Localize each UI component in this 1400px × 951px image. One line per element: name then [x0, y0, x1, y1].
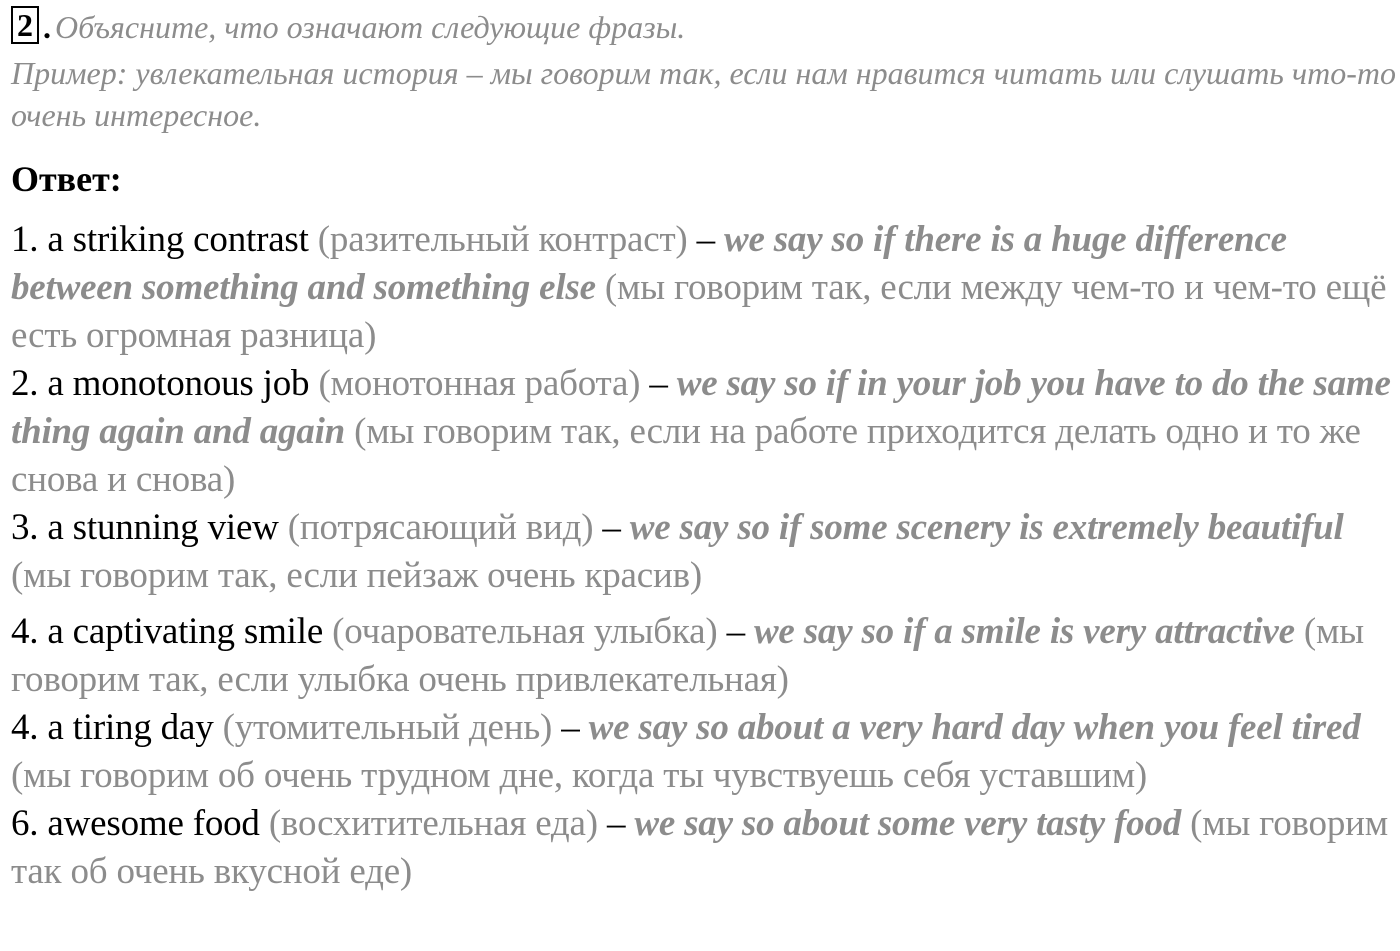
- answer-definition: we say so if some scenery is extremely beautiful: [629, 507, 1344, 548]
- answer-dash: –: [726, 611, 745, 652]
- answer-dash: –: [561, 707, 580, 748]
- task-example: Пример: увлекательная история – мы говорим так, если нам нравится читать или слушать что-то очень интересное.: [11, 55, 1396, 133]
- answer-item: [11, 360, 1400, 504]
- answer-definition: we say so about a very hard day when you feel tired: [588, 707, 1361, 748]
- answer-definition: we say so about some very tasty food: [634, 803, 1182, 844]
- answer-translation: (разительный контраст): [317, 219, 688, 260]
- answer-phrase: 6. awesome food: [11, 803, 260, 844]
- answer-phrase: 4. a tiring day: [11, 707, 214, 748]
- answer-definition-translation: (мы говорим об очень трудном дне, когда ты чувствуешь себя уставшим): [11, 755, 1148, 796]
- answer-item: [11, 704, 1400, 800]
- answer-definition-translation: (мы говорим так, если между чем-то и чем-то ещё есть огромная разница): [11, 267, 1387, 356]
- task-number-box: [11, 6, 39, 44]
- answer-dash: –: [606, 803, 626, 844]
- answer-translation: (очаровательная улыбка): [332, 611, 718, 652]
- answer-phrase: 4. a captivating smile: [11, 611, 324, 652]
- answer-dash: –: [602, 507, 621, 548]
- answer-phrase: 1. a striking contrast: [11, 219, 309, 260]
- answer-definition: we say so if a smile is very attractive: [753, 611, 1295, 652]
- answer-item: [11, 216, 1400, 360]
- answer-translation: (монотонная работа): [318, 363, 641, 404]
- answer-item: [11, 608, 1400, 704]
- task-instruction: Объясните, что означают следующие фразы.: [55, 9, 686, 45]
- answer-definition-translation: (мы говорим так, если улыбка очень привлекательная): [11, 611, 1364, 700]
- answer-translation: (утомительный день): [222, 707, 553, 748]
- answer-item: [11, 504, 1400, 600]
- answer-list: [11, 216, 1400, 896]
- task-number: 2: [17, 7, 33, 43]
- answer-phrase: 3. a stunning view: [11, 507, 279, 548]
- answer-dash: –: [649, 363, 668, 404]
- task-number-dot: .: [43, 9, 51, 45]
- answer-item: [11, 800, 1400, 896]
- answer-heading: Ответ:: [11, 159, 122, 199]
- task-header: [11, 6, 1396, 48]
- answer-definition-translation: (мы говорим так об очень вкусной еде): [11, 803, 1388, 892]
- answer-definition: we say so if there is a huge difference between something and something else: [11, 219, 1287, 308]
- answer-definition-translation: (мы говорим так, если пейзаж очень красив): [11, 555, 702, 596]
- answer-translation: (восхитительная еда): [268, 803, 598, 844]
- answer-definition-translation: (мы говорим так, если на работе приходится делать одно и то же снова и снова): [11, 411, 1361, 500]
- answer-dash: –: [696, 219, 715, 260]
- answer-translation: (потрясающий вид): [287, 507, 594, 548]
- answer-definition: we say so if in your job you have to do the same thing again and again: [11, 363, 1391, 452]
- answer-phrase: 2. a monotonous job: [11, 363, 310, 404]
